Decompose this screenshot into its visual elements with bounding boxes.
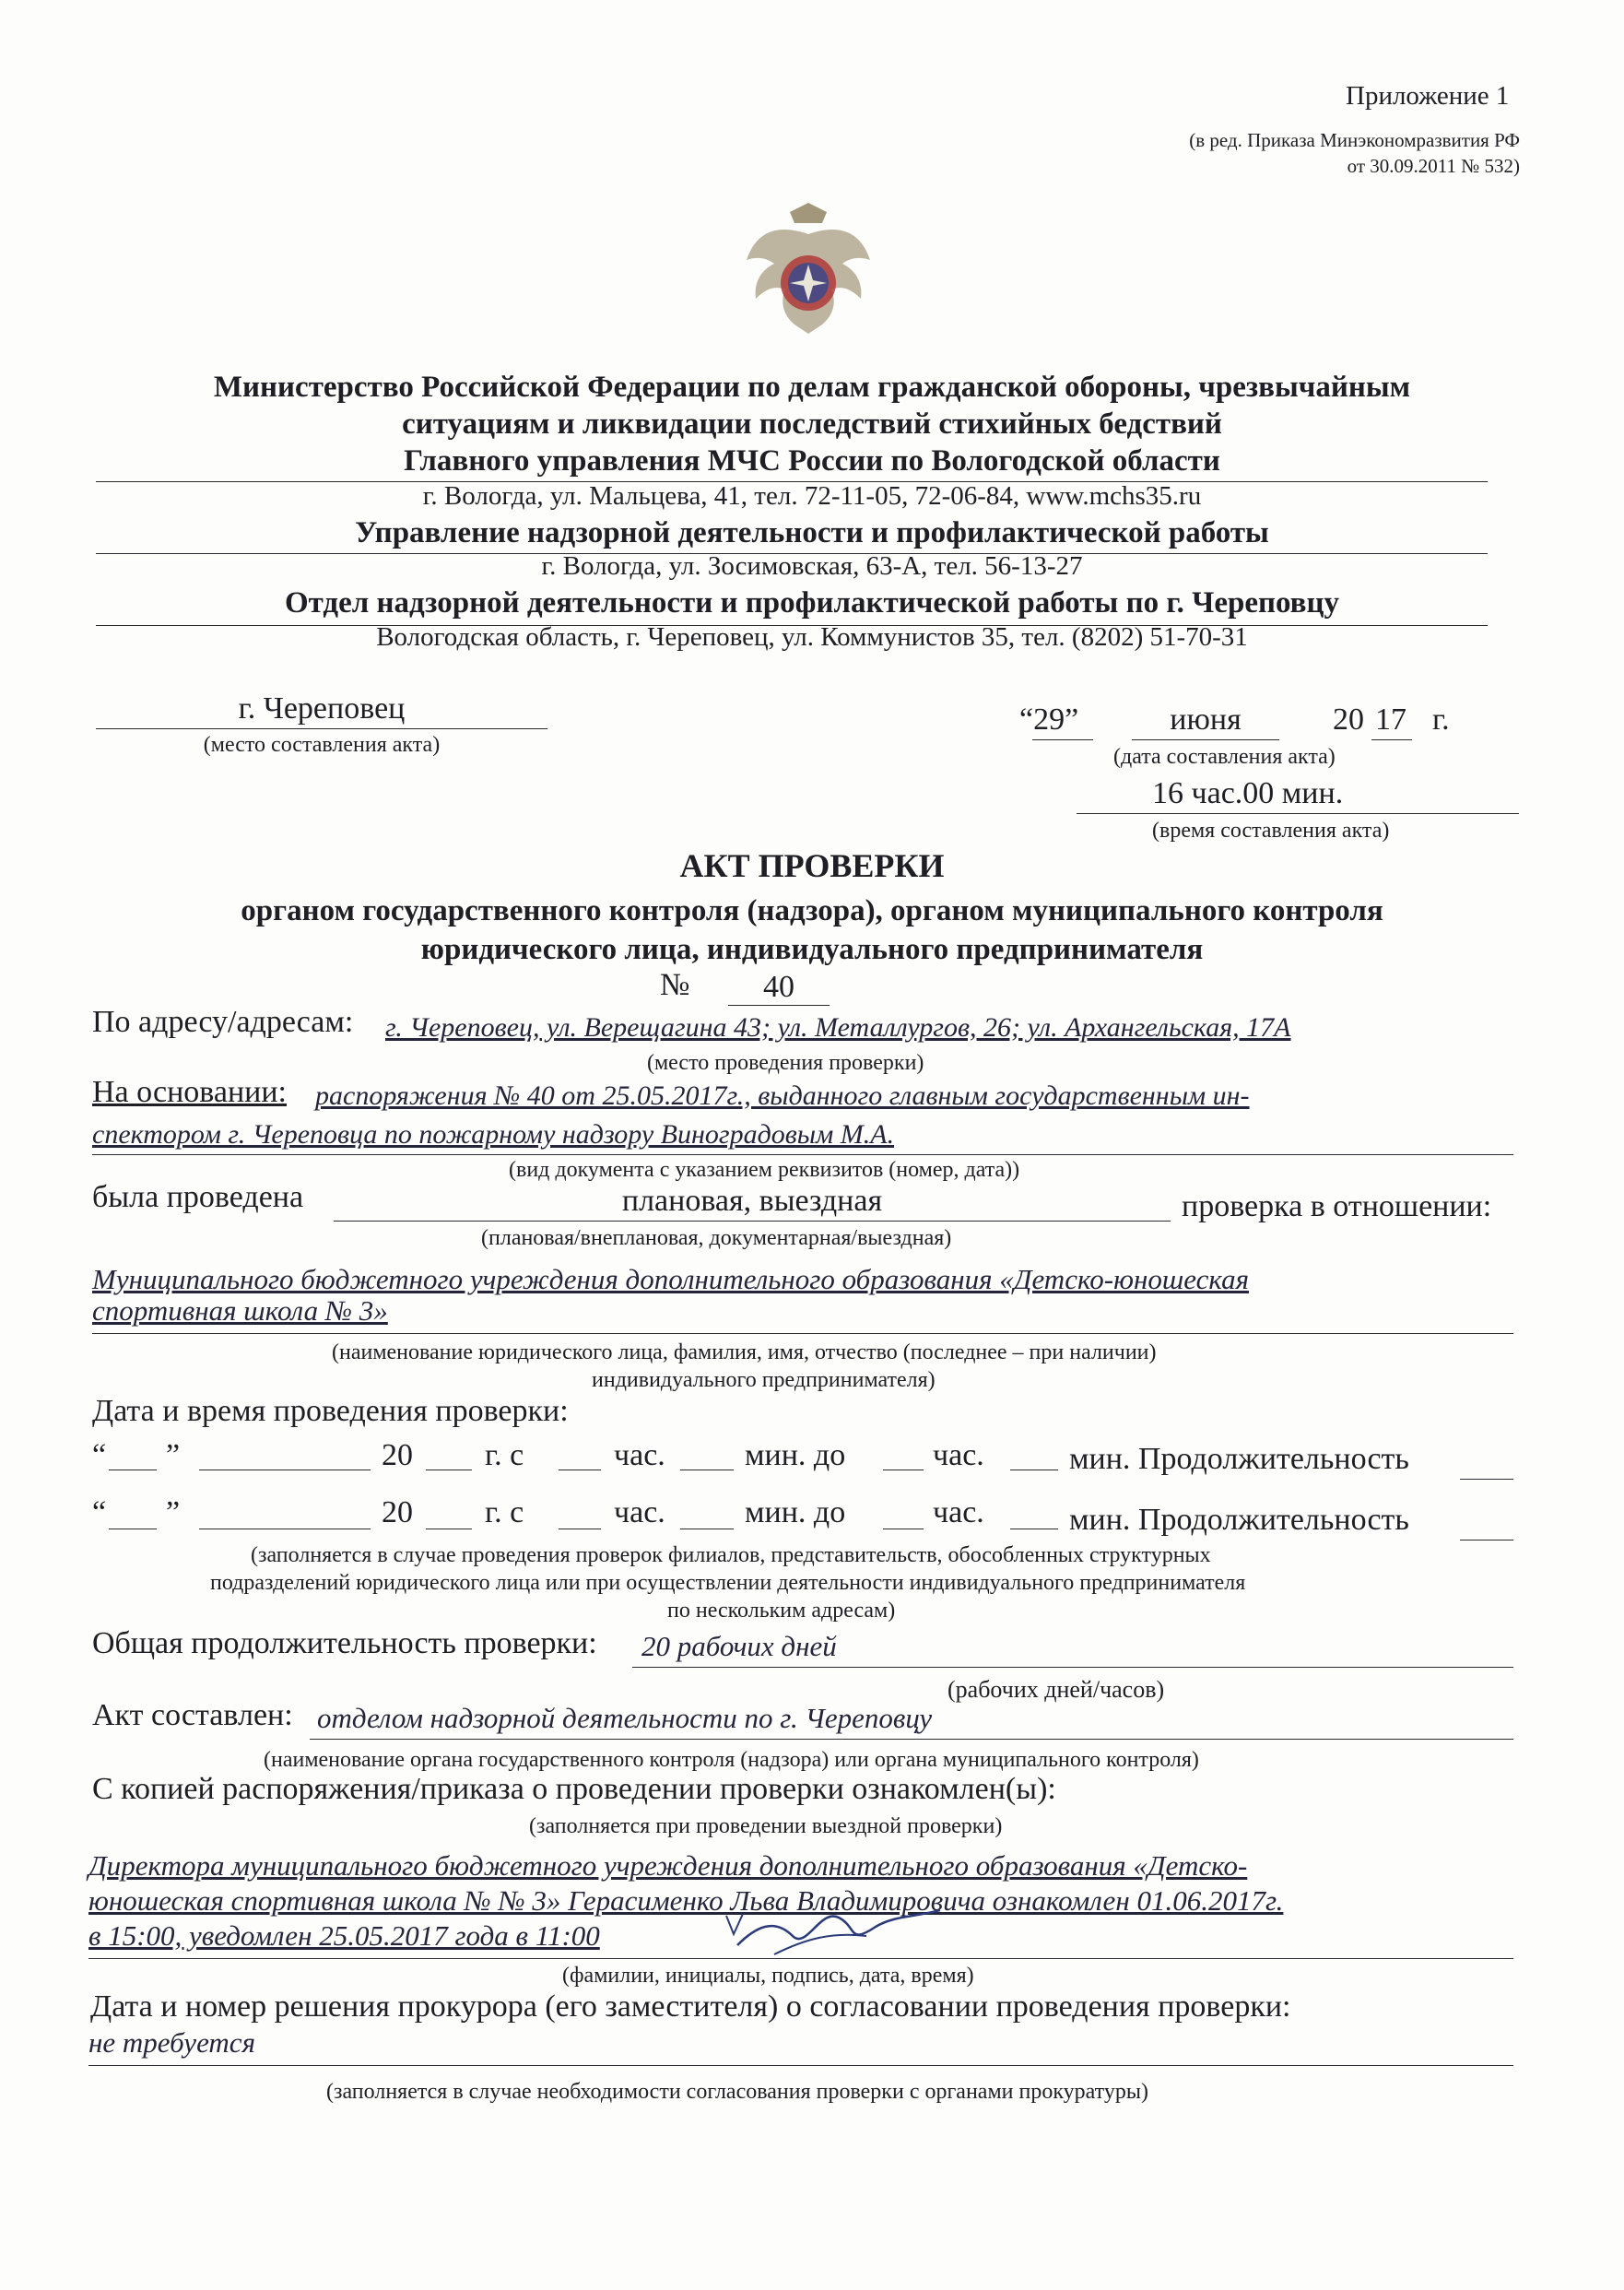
dt-row1-quote-open: “ (92, 1438, 107, 1472)
basis-value-2: спектором г. Череповца по пожарному надзору Виноградовым М.А. (92, 1119, 895, 1150)
date-year-underline (1371, 739, 1412, 740)
edition-line-1: (в ред. Приказа Минэкономразвития РФ (1189, 129, 1520, 151)
conducted-label: была проведена (92, 1180, 304, 1214)
act-number-underline (728, 1005, 830, 1006)
dt-caption-3: по нескольким адресам) (667, 1599, 896, 1623)
place-caption: (место составления акта) (203, 733, 441, 757)
compiled-underline (310, 1739, 1513, 1740)
total-label: Общая продолжительность проверки: (92, 1626, 597, 1660)
entity-value-1: Муниципального бюджетного учреждения дополнительного образования «Детско-юношеская (92, 1263, 1249, 1295)
act-title: АКТ ПРОВЕРКИ (679, 847, 945, 884)
copy-value-2: юношеская спортивная школа № № 3» Герасименко Льва Владимировича ознакомлен 01.06.2017г. (88, 1884, 1284, 1917)
dt-row2-quote-close: ” (166, 1495, 181, 1529)
dt-row1-year: 20 (382, 1438, 413, 1472)
prosecutor-rule (88, 2065, 1513, 2066)
department-name: Отдел надзорной деятельности и профилактической работы по г. Череповцу (284, 586, 1339, 620)
ministry-line-1: Министерство Российской Федерации по делам гражданской обороны, чрезвычайным (213, 371, 1411, 404)
dt-row1-hour2: час. (933, 1438, 984, 1472)
dt-row1-hour: час. (614, 1438, 665, 1472)
date-month: июня (1170, 702, 1242, 737)
place-underline (96, 728, 547, 729)
dt-row1-quote-close: ” (166, 1438, 181, 1472)
total-caption: (рабочих дней/часов) (947, 1676, 1165, 1703)
dt-row2-from: г. с (485, 1495, 524, 1529)
date-year-suffix: 17 (1375, 702, 1406, 737)
ministry-address: г. Вологда, ул. Мальцева, 41, тел. 72-11-05, 72-06-84, www.mchs35.ru (422, 481, 1202, 511)
date-year-prefix: 20 (1333, 702, 1364, 737)
copy-caption: (заполняется при проведении выездной проверки) (529, 1814, 1003, 1838)
date-caption: (дата составления акта) (1113, 745, 1336, 769)
directorate-name: Управление надзорной деятельности и профилактической работы (355, 516, 1269, 549)
copy-rule (88, 1958, 1513, 1959)
dt-row2-quote-open: “ (92, 1495, 107, 1529)
basis-caption: (вид документа с указанием реквизитов (номер, дата)) (509, 1158, 1020, 1182)
time-caption: (время составления акта) (1152, 819, 1390, 843)
address-value: г. Череповец, ул. Верещагина 43; ул. Металлургов, 26; ул. Архангельская, 17А (385, 1012, 1291, 1043)
entity-caption-1: (наименование юридического лица, фамилия, имя, отчество (последнее – при наличии) (332, 1340, 1157, 1364)
ministry-line-2: ситуациям и ликвидации последствий стихийных бедствий (402, 407, 1222, 441)
time-underline (1077, 813, 1519, 814)
prosecutor-label: Дата и номер решения прокурора (его заместителя) о согласовании проведения проверки: (90, 1989, 1291, 2024)
time-value: 16 час.00 мин. (1152, 776, 1344, 810)
date-year-unit: г. (1432, 702, 1450, 737)
address-caption: (место проведения проверки) (647, 1051, 924, 1075)
dt-row2-hour: час. (614, 1495, 665, 1529)
place-value: г. Череповец (238, 691, 406, 726)
basis-value-1: распоряжения № 40 от 25.05.2017г., выданного главным государственным ин- (315, 1080, 1250, 1111)
dt-row1-min-to: мин. до (745, 1438, 846, 1472)
ministry-line-3: Главного управления МЧС России по Вологодской области (404, 444, 1220, 478)
date-day-underline (1032, 739, 1093, 740)
dt-row2-duration: мин. Продолжительность (1069, 1503, 1409, 1537)
dt-row2-hour2: час. (933, 1495, 984, 1529)
directorate-address: г. Вологда, ул. Зосимовская, 63-А, тел. 56-13-27 (541, 551, 1083, 581)
copy-value-3: в 15:00, уведомлен 25.05.2017 года в 11:00 (88, 1919, 600, 1952)
prosecutor-caption: (заполняется в случае необходимости согласования проверки с органами прокуратуры) (326, 2080, 1148, 2104)
act-number: 40 (763, 970, 794, 1004)
date-month-underline (1132, 739, 1279, 740)
entity-rule (92, 1333, 1513, 1334)
department-address: Вологодская область, г. Череповец, ул. Коммунистов 35, тел. (8202) 51-70-31 (376, 622, 1248, 652)
conducted-suffix: проверка в отношении: (1182, 1189, 1492, 1223)
act-number-label: № (660, 968, 690, 1002)
datetime-label: Дата и время проведения проверки: (92, 1394, 569, 1428)
copy-label: С копией распоряжения/приказа о проведении проверки ознакомлен(ы): (92, 1772, 1056, 1806)
entity-value-2: спортивная школа № 3» (92, 1294, 388, 1327)
dt-row2-year: 20 (382, 1495, 413, 1529)
dt-row2-min-to: мин. до (745, 1495, 846, 1529)
basis-label: На основании: (92, 1075, 288, 1109)
signature-mark (719, 1890, 959, 1964)
copy-caption-2: (фамилии, инициалы, подпись, дата, время) (562, 1964, 974, 1988)
dt-row1-duration-blank (1460, 1479, 1513, 1480)
total-value: 20 рабочих дней (641, 1630, 837, 1662)
compiled-caption: (наименование органа государственного контроля (надзора) или органа муниципального контроля) (264, 1748, 1199, 1772)
prosecutor-value: не требуется (88, 2026, 255, 2059)
conducted-value: плановая, выездная (621, 1184, 883, 1218)
edition-line-2: от 30.09.2011 № 532) (1347, 155, 1520, 177)
conducted-caption: (плановая/внеплановая, документарная/выездная) (481, 1226, 952, 1250)
compiled-label: Акт составлен: (92, 1698, 293, 1732)
basis-rule (92, 1154, 1513, 1155)
date-day: “29” (1019, 702, 1079, 737)
compiled-value: отделом надзорной деятельности по г. Череповцу (317, 1702, 933, 1734)
act-subtitle-2: юридического лица, индивидуального предпринимателя (420, 933, 1204, 966)
emergency-ministry-emblem (739, 195, 877, 341)
copy-value-1: Директора муниципального бюджетного учреждения дополнительного образования «Детско- (88, 1849, 1248, 1882)
entity-caption-2: индивидуального предпринимателя) (592, 1368, 936, 1392)
dt-row1-duration: мин. Продолжительность (1069, 1442, 1409, 1476)
dt-caption-2: подразделений юридического лица или при осуществлении деятельности индивидуального предпринимателя (210, 1571, 1246, 1595)
dt-caption-1: (заполняется в случае проведения проверок филиалов, представительств, обособленных структурных (251, 1543, 1211, 1567)
total-underline (632, 1667, 1513, 1668)
dt-row1-from: г. с (485, 1438, 524, 1472)
address-label: По адресу/адресам: (92, 1005, 354, 1039)
act-subtitle-1: органом государственного контроля (надзора), органом муниципального контроля (241, 894, 1383, 927)
conducted-underline (334, 1221, 1171, 1222)
appendix-label: Приложение 1 (1346, 81, 1510, 111)
